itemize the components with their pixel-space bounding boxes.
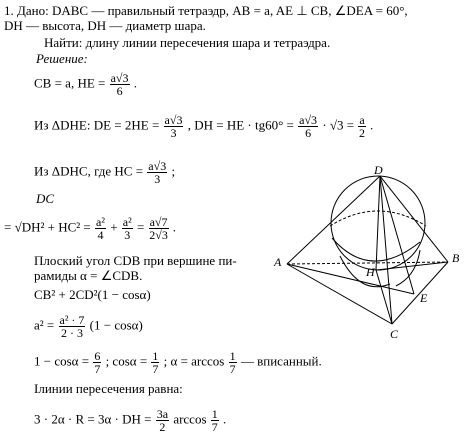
label-D: D (374, 166, 383, 177)
fraction: $\frac{\text{a²}}{4}$ (96, 215, 105, 242)
step-12: 3 · 2α · R = 3α · DH = $\frac{3a}{2}$ arccos $\frac{1}{7}$ . (34, 407, 227, 434)
label-C: C (390, 327, 399, 341)
fraction: $\frac{a√3}{6}$ (299, 113, 318, 140)
fraction: $\frac{3a}{2}$ (156, 407, 169, 434)
fraction: $\frac{a√3}{3}$ (164, 113, 183, 140)
problem-line-2: DH — высота, DH — диаметр шара. (4, 18, 206, 33)
fraction: $\frac{\text{a²}}{3}$ (122, 215, 132, 242)
solution-heading: Решение: (36, 51, 88, 66)
step-8: CB² + 2CD²(1 − cosα) (34, 287, 151, 302)
fraction: $\frac{1}{7}$ (152, 349, 159, 376)
problem-line-1: 1. Дано: DABC — правильный тетраэдр, AB = a, AE ⊥ CB, ∠DEA = 60°, (4, 3, 408, 18)
label-E: E (420, 291, 428, 305)
fraction: $\frac{6}{7}$ (94, 349, 101, 376)
step-10: 1 − cosα = $\frac{6}{7}$ ; cosα = $\frac{1}{7}$ ; α = arccos $\frac{1}{7}$ — вписанный. (34, 349, 322, 376)
fraction: $\frac{1}{7}$ (229, 349, 236, 376)
fraction: $\frac{a}{2}$ (359, 113, 366, 140)
problem-find: Найти: длину линии пересечения шара и тетраэдра. (44, 35, 331, 50)
fraction: $\frac{a√7}{2√3}$ (149, 215, 168, 242)
step-11: Iлинии пересечения равна: (34, 381, 183, 396)
fraction: $\frac{1}{7}$ (211, 407, 218, 434)
step-1: CB = a, HE = $\frac{a√3}{6}$ . (34, 71, 138, 98)
step-9: a² = $\frac{\text{a² · 7}}{2 \cdot 3}$ (1 − cosα) (34, 313, 143, 340)
step-2: Из ΔDHE: DE = 2HE = $\frac{a√3}{3}$ , DH = HE · tg60° = $\frac{a√3}{6}$ · √3 = $\frac{a}{2}$ . (34, 113, 374, 140)
label-H: H (366, 265, 375, 279)
step-6: Плоский угол CDB при вершине пи- (34, 253, 237, 268)
step-4: DC (36, 191, 55, 206)
label-B: B (452, 251, 460, 265)
step-5: = √DH² + HC² = $\frac{\text{a²}}{4}$ + $\frac{\text{a²}}{3}$ = $\frac{a√7}{2√3}$ . (4, 215, 176, 242)
fraction: $\frac{\text{a² · 7}}{2 \cdot 3}$ (59, 313, 85, 340)
fraction: $\frac{a√3}{3}$ (148, 159, 167, 186)
fraction: $\frac{a√3}{6}$ (110, 71, 129, 98)
tetrahedron-figure (270, 166, 467, 356)
label-A: A (274, 255, 282, 269)
step-7: рамиды α = ∠CDB. (34, 268, 143, 283)
step-3: Из ΔDHC, где HC = $\frac{a√3}{3}$ ; (34, 159, 176, 186)
